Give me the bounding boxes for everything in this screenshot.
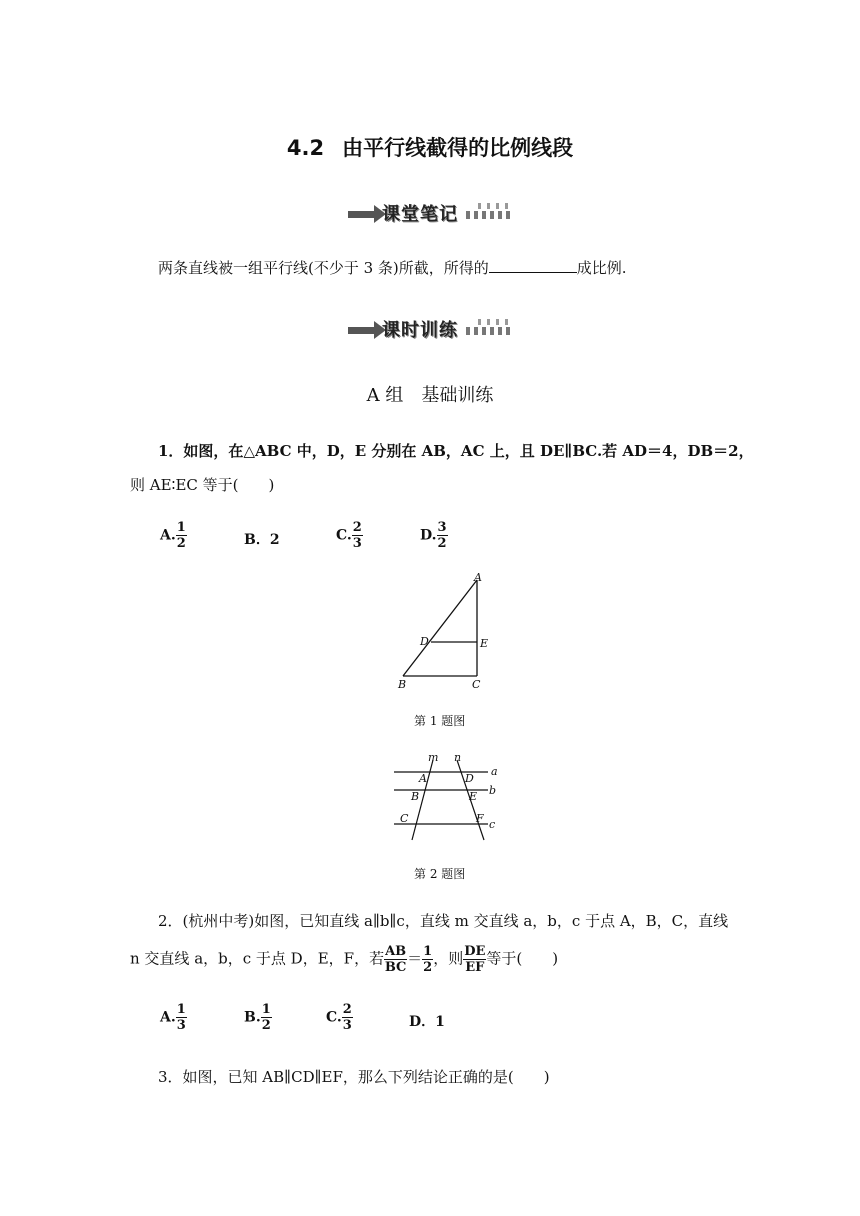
q2-text-b: ，则 <box>433 949 464 968</box>
q2-option-a[interactable] <box>160 1002 187 1033</box>
label-d: D <box>420 635 429 648</box>
denominator: 2 <box>437 536 447 551</box>
notes-text-before: 两条直线被一组平行线(不少于 3 条)所截，所得的 <box>158 259 489 277</box>
denominator: 3 <box>176 1018 186 1033</box>
numerator: 1 <box>261 1002 271 1017</box>
training-banner <box>348 313 514 341</box>
label-point-c: C <box>400 812 409 825</box>
numerator: 2 <box>342 1002 352 1017</box>
q2-text-a: n 交直线 a，b，c 于点 D，E，F，若 <box>130 949 385 968</box>
q1-line1: 1．如图，在△ABC 中，D，E 分别在 AB，AC 上，且 DE∥BC.若 AD＝4，DB＝2， <box>158 442 754 460</box>
label-b: B <box>398 678 407 691</box>
label-line-a: a <box>491 765 498 778</box>
numerator: 1 <box>176 520 186 535</box>
denominator: 2 <box>423 960 433 975</box>
q2-line2 <box>130 944 558 975</box>
q1-option-d[interactable] <box>420 520 448 551</box>
fraction <box>176 1002 187 1033</box>
numerator: DE <box>464 944 486 959</box>
section-title: 由平行线截得的比例线段 <box>342 136 574 160</box>
label-c: C <box>472 678 481 691</box>
decor-dots <box>478 203 508 209</box>
numerator: 3 <box>437 520 447 535</box>
fraction <box>352 520 363 551</box>
training-banner-label: 课时训练 <box>382 320 458 341</box>
arrow-icon <box>348 211 376 218</box>
q1-line2: 则 AE∶EC 等于( ) <box>130 476 275 494</box>
decor-dots <box>466 211 512 219</box>
notes-text-after: 成比例. <box>576 259 627 277</box>
notes-banner-label: 课堂笔记 <box>382 204 458 225</box>
numerator: 1 <box>423 944 433 959</box>
fraction <box>342 1002 353 1033</box>
fraction-de-ef <box>463 944 486 975</box>
option-label: D. <box>420 527 437 544</box>
label-n: n <box>454 752 462 764</box>
label-point-f: F <box>476 812 484 825</box>
q3-line1: 3．如图，已知 AB∥CD∥EF，那么下列结论正确的是( ) <box>158 1068 550 1086</box>
label-e: E <box>480 637 489 650</box>
label-point-a: A <box>419 772 427 785</box>
equals-sign: ＝ <box>407 949 423 968</box>
denominator: 2 <box>176 536 186 551</box>
notes-banner <box>348 197 514 225</box>
group-title: A 组 基础训练 <box>366 385 494 406</box>
denominator: 3 <box>352 536 362 551</box>
decor-dots <box>478 319 508 325</box>
q1-option-b[interactable]: B．2 <box>244 532 280 548</box>
label-m: m <box>428 752 439 764</box>
label-a: A <box>474 571 482 584</box>
fraction <box>437 520 448 551</box>
label-line-b: b <box>489 784 497 797</box>
fraction <box>261 1002 272 1033</box>
label-point-d: D <box>465 772 474 785</box>
answer-blank[interactable] <box>489 258 577 273</box>
q2-parallel-lines-figure <box>388 752 508 848</box>
denominator: 2 <box>261 1018 271 1033</box>
denominator: EF <box>465 960 485 975</box>
numerator: 2 <box>352 520 362 535</box>
q2-option-d[interactable]: D．1 <box>409 1014 445 1030</box>
option-label: C. <box>326 1009 342 1026</box>
q2-text-c: 等于( ) <box>486 949 559 968</box>
denominator: 3 <box>342 1018 352 1033</box>
decor-dots <box>466 327 512 335</box>
q1-option-c[interactable] <box>336 520 363 551</box>
option-label: C. <box>336 527 352 544</box>
q1-option-a[interactable] <box>160 520 187 551</box>
option-label: A. <box>160 1009 176 1026</box>
label-line-c: c <box>489 818 496 831</box>
numerator: AB <box>385 944 407 959</box>
q2-caption: 第 2 题图 <box>414 867 466 881</box>
option-label: A. <box>160 527 176 544</box>
label-point-e: E <box>469 790 478 803</box>
arrow-icon <box>348 327 376 334</box>
side-ab <box>403 580 477 676</box>
fraction-one-half <box>422 944 433 975</box>
denominator: BC <box>384 960 407 975</box>
section-number: 4.2 <box>286 136 325 160</box>
q2-option-b[interactable] <box>244 1002 272 1033</box>
notes-sentence <box>158 257 627 279</box>
q1-triangle-figure <box>390 570 500 696</box>
q2-line1: 2．(杭州中考)如图，已知直线 a∥b∥c，直线 m 交直线 a，b，c 于点 A，B，C，直线 <box>158 912 729 930</box>
label-point-b: B <box>411 790 420 803</box>
option-label: B. <box>244 1009 261 1026</box>
fraction <box>176 520 187 551</box>
fraction-ab-bc <box>384 944 407 975</box>
page-title <box>0 132 860 162</box>
q2-option-c[interactable] <box>326 1002 353 1033</box>
q1-caption: 第 1 题图 <box>414 714 466 728</box>
numerator: 1 <box>176 1002 186 1017</box>
